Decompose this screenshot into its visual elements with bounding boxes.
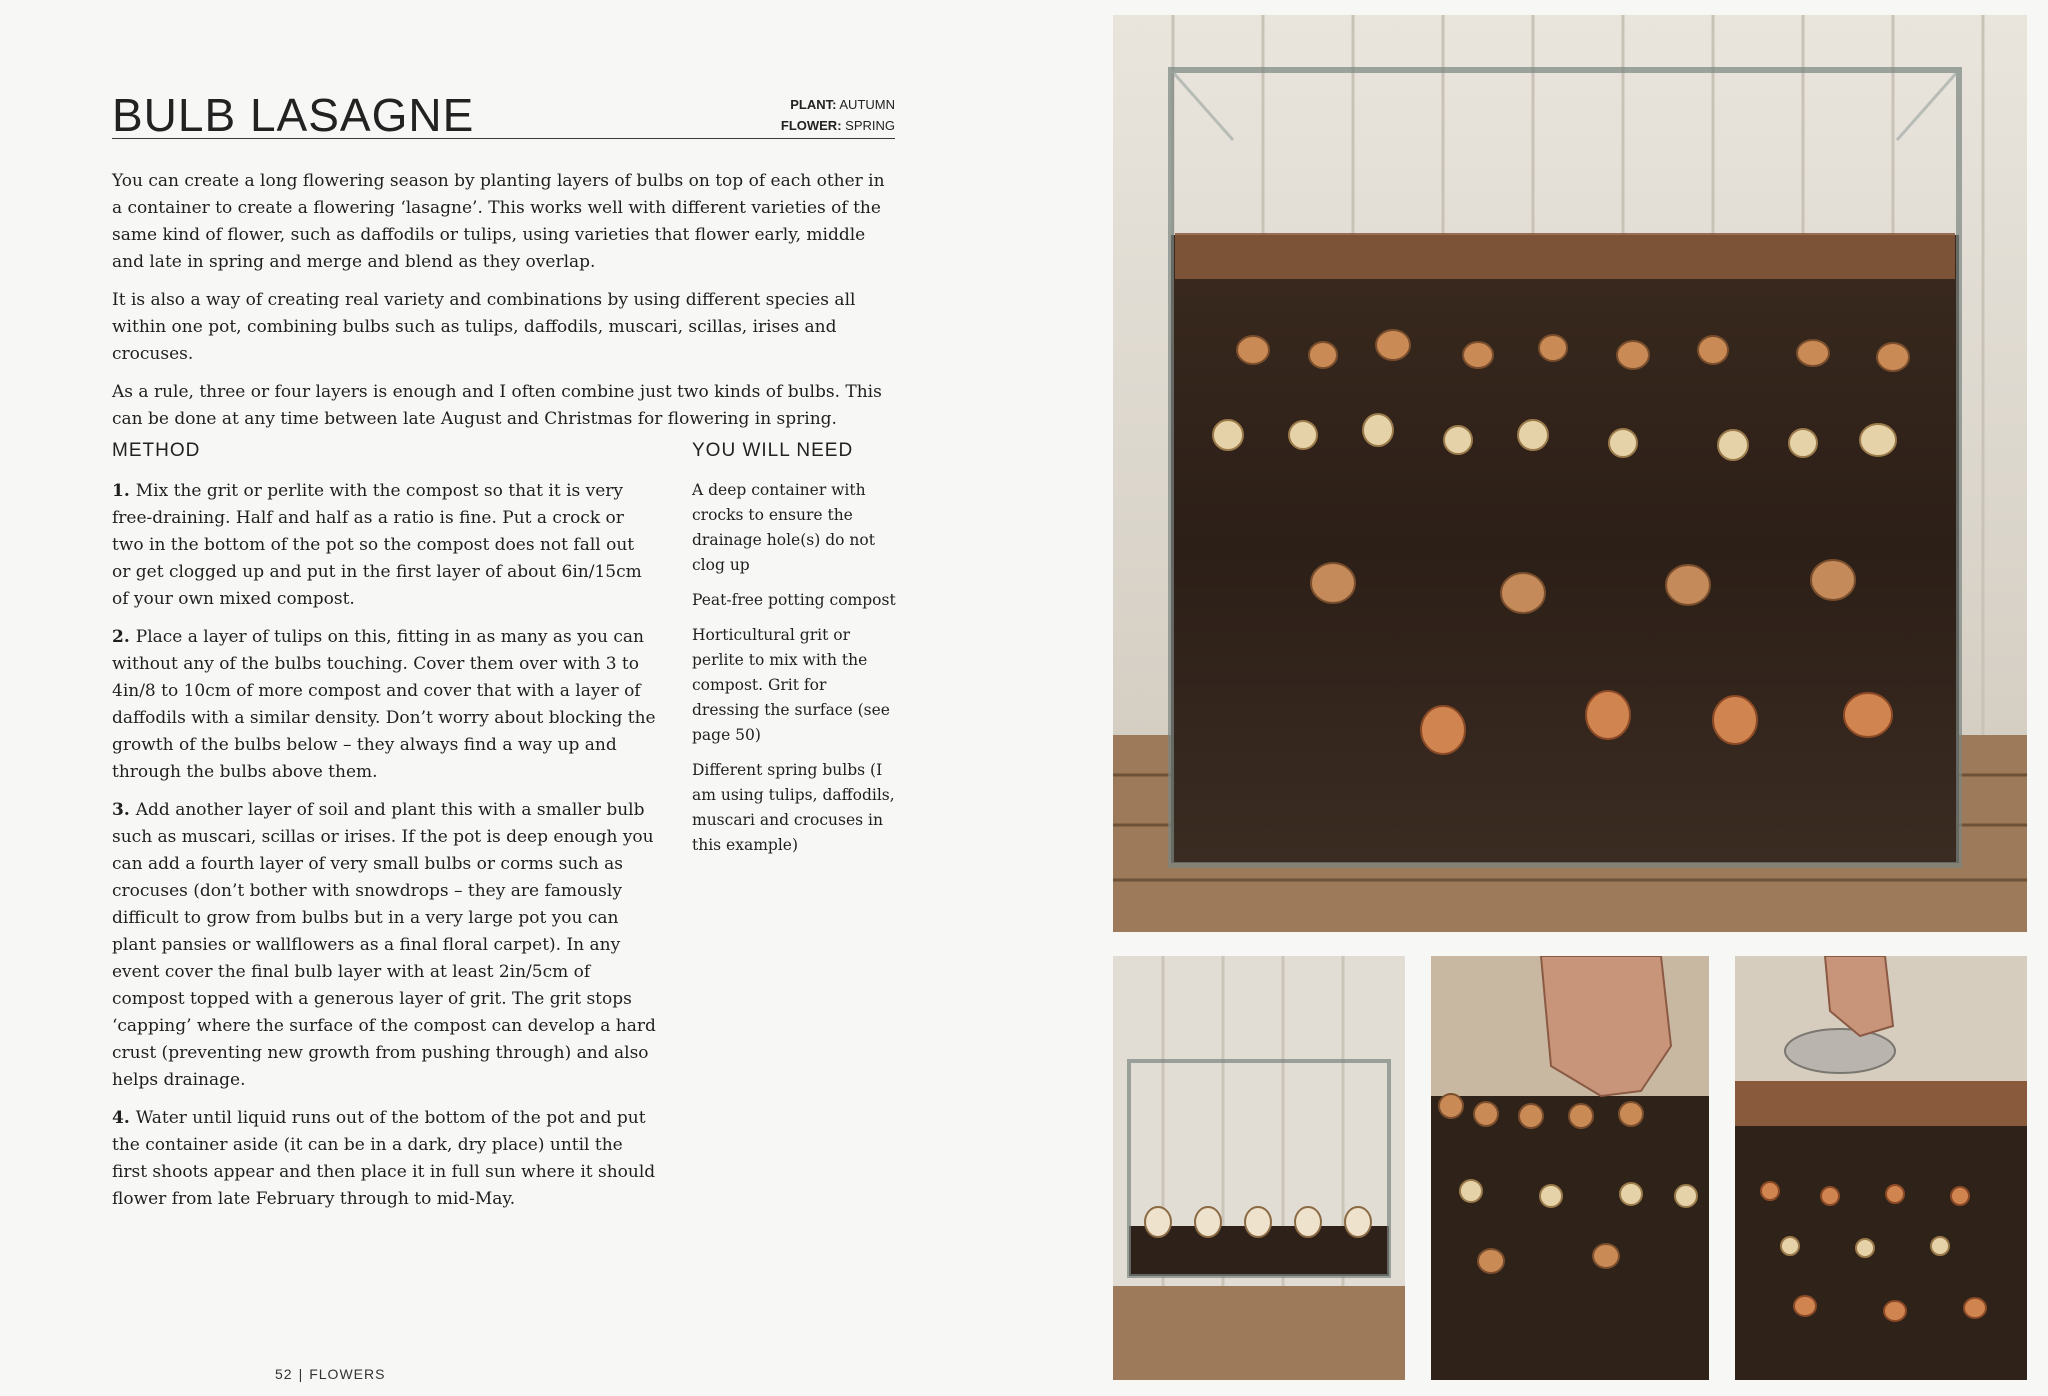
- need-item: Peat-free potting compost: [692, 591, 896, 609]
- page-number: 52: [275, 1366, 293, 1382]
- intro-paragraph: You can create a long flowering season by planting layers of bulbs on top of each other in a container to create a flowering ‘lasagne’. This works well with different varieties of the same kind of flower, such as daffodils or tulips, using varieties that flower early, middle and late in spring and merge and blend as they overlap.: [112, 171, 885, 272]
- step-text: Place a layer of tulips on this, fitting in as many as you can without any of the bulbs touching. Cover them over with 3 to 4in/8 to 10cm of more compost and cover that with a layer of daffodils with a similar density. Don’t worry about blocking the growth of the bulbs below – they always find a way up and through the bulbs above them.: [112, 627, 656, 782]
- title-row: [112, 80, 895, 139]
- step-text: Water until liquid runs out of the bottom of the pot and put the container aside (it can be in a dark, dry place) until the first shoots appear and then place it in full sun where it should flower from late February through to mid-May.: [112, 1108, 656, 1209]
- need-item: Horticultural grit or perlite to mix with the compost. Grit for dressing the surface (see page 50): [692, 626, 890, 744]
- plant-season: PLANT: AUTUMN: [790, 97, 895, 112]
- intro-paragraph: As a rule, three or four layers is enough and I often combine just two kinds of bulbs. This can be done at any time between late August and Christmas for flowering in spring.: [112, 382, 882, 429]
- method-step: [112, 1105, 657, 1213]
- step-text: Mix the grit or perlite with the compost so that it is very free-draining. Half and half as a ratio is fine. Put a crock or two in the bottom of the pot so the compost does not fall out or get clogged up and put in the first layer of about 6in/15cm of your own mixed compost.: [112, 481, 642, 609]
- step-number: 3.: [112, 800, 130, 820]
- need-item: A deep container with crocks to ensure the drainage hole(s) do not clog up: [692, 481, 875, 574]
- step-number: 4.: [112, 1108, 130, 1128]
- step-number: 1.: [112, 481, 130, 501]
- bulb-lasagne-illustration: [1113, 15, 2027, 932]
- method-step: [112, 624, 657, 786]
- photo-first-layer: [1113, 956, 1405, 1380]
- method-heading: METHOD: [112, 440, 201, 461]
- method-steps: [112, 478, 657, 1224]
- intro-text: [112, 168, 895, 444]
- method-step: [112, 478, 657, 613]
- intro-paragraph: It is also a way of creating real variety and combinations by using different species all within one pot, combining bulbs such as tulips, daffodils, muscari, scillas, irises and crocuses.: [112, 290, 856, 364]
- need-item: Different spring bulbs (I am using tulips, daffodils, muscari and crocuses in this example): [692, 761, 895, 854]
- first-layer-illustration: [1113, 956, 1405, 1380]
- page-title: BULB LASAGNE: [112, 89, 475, 141]
- need-list: [692, 478, 897, 868]
- adding-grit-illustration: [1735, 956, 2027, 1380]
- step-number: 2.: [112, 627, 130, 647]
- flower-season: FLOWER: SPRING: [780, 118, 895, 133]
- main-photo-bulb-layers: [1113, 15, 2027, 932]
- section-name: FLOWERS: [309, 1366, 386, 1382]
- photo-adding-grit: [1735, 956, 2027, 1380]
- placing-bulbs-illustration: [1431, 956, 1709, 1380]
- method-step: [112, 797, 657, 1094]
- step-text: Add another layer of soil and plant this with a smaller bulb such as muscari, scillas or irises. If the pot is deep enough you can add a fourth layer of very small bulbs or corms such as crocuses (don’t bother with snowdrops – they are famously difficult to grow from bulbs but in a very large pot you can plant pansies or wallflowers as a final floral carpet). In any event cover the final bulb layer with at least 2in/5cm of compost topped with a generous layer of grit. The grit stops ‘capping’ where the surface of the compost can develop a hard crust (preventing new growth from pushing through) and also helps drainage.: [112, 800, 656, 1090]
- season-meta: [781, 94, 895, 136]
- need-heading: YOU WILL NEED: [692, 440, 854, 461]
- photo-placing-bulbs: [1431, 956, 1709, 1380]
- page-footer: 52 | FLOWERS: [275, 1366, 386, 1382]
